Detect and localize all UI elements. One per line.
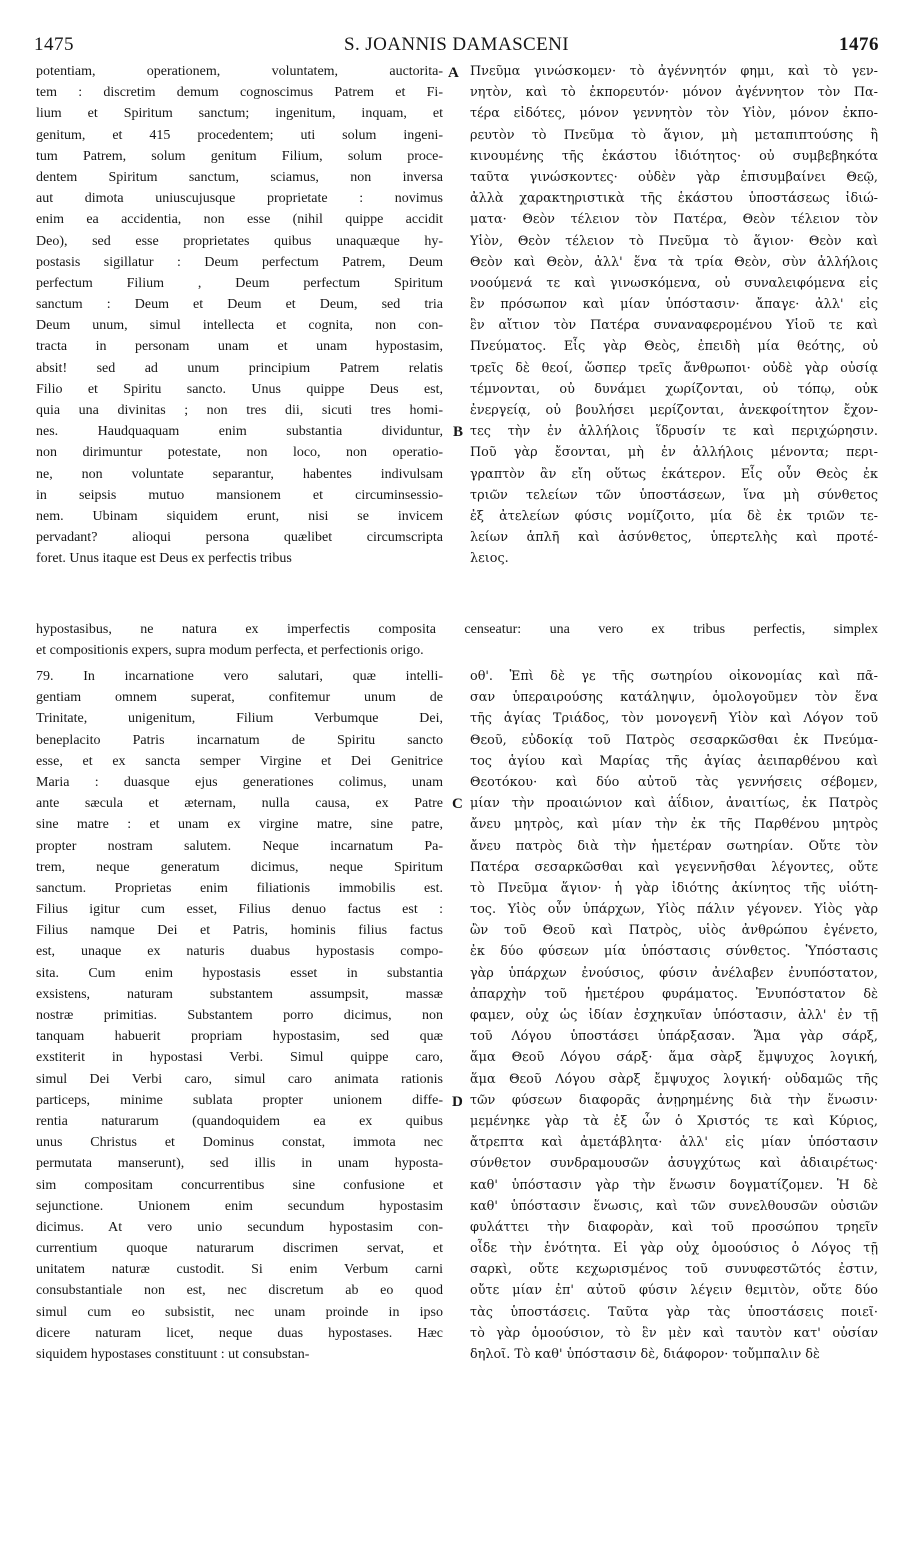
- greek-text-line: ρευτὸν τὸ Πνεῦμα τὸ ἅγιον, μὴ μεταπιπτούσης ἢ: [470, 127, 878, 143]
- latin-text-line: est, unaque ex naturis duabus hypostasis compo-: [36, 944, 443, 960]
- greek-text-line: κινουμένης τῆς ἑκάστου ἰδιότητος· οὐ συμβεβηκότα: [470, 148, 878, 164]
- latin-text-line: nem. Ubinam siquidem erunt, nisi se invicem: [36, 508, 443, 524]
- greek-text-line: γραπτὸν ἂν εἴη οὕτως ἑκάτερον. Εἷς οὖν Θεὸς ἐκ: [470, 466, 878, 482]
- latin-text-line: sine matre : et unam ex virgine matre, sine patre,: [36, 817, 443, 833]
- latin-text-line: perfectum Filium , Deum perfectum Spiritum: [36, 275, 443, 291]
- greek-text-line: τος. Υἱὸς οὖν ὑπάρχων, Υἱὸς πάλιν γέγονεν. Υἱὸς γὰρ: [470, 902, 878, 918]
- greek-text-line: φαμεν, οὐχ ὡς ἰδίαν ἐσχηκυῖαν ὑπόστασιν, ἀλλ' ἐν τῇ: [470, 1008, 878, 1023]
- greek-text-line: ἐνεργείᾳ, οὐ βουλήσει μερίζονται, ἀνεκφοίτητον ἔχον-: [470, 403, 878, 418]
- latin-column-bottom: [36, 666, 443, 1365]
- latin-text-line: potentiam, operationem, voluntatem, auctorita-: [36, 64, 443, 79]
- section-marker-c: C: [452, 796, 463, 812]
- greek-text-line: φυλάττει τὴν διαφορὰν, καὶ τοῦ προσώπου τρηεῖν: [470, 1219, 878, 1235]
- latin-text-line: enim ea accidentia, non esse (nihil quippe accidit: [36, 212, 443, 228]
- latin-text-line: in seipsis mutuo mansionem et circuminsessio-: [36, 487, 443, 503]
- latin-text-line: gentiam omnem superat, confitemur unum de: [36, 690, 443, 706]
- greek-text-line: μίαν τὴν προαιώνιον καὶ ἀΐδιον, ἀναιτίως, ἐκ Πατρὸς: [470, 796, 878, 812]
- latin-text-line: genitum, et 415 procedentem; uti solum ingeni-: [36, 127, 443, 143]
- latin-text-line: tum Patrem, solum genitum Filium, solum proce-: [36, 148, 443, 164]
- greek-text-line: τέμνονται, οὐ δυνάμει χωρίζονται, οὐ τόπῳ, οὐκ: [470, 381, 878, 397]
- greek-text-line: Ποῦ γὰρ ἔσονται, μὴ ἐν ἀλλήλοις μένοντα; περι-: [470, 445, 878, 461]
- greek-text-line: λείων ἁπλῆ καὶ ἀσύνθετος, ὑπερτελὴς καὶ προτέ-: [470, 530, 878, 546]
- latin-text-line: Filio et Spiritu sancto. Unus quippe Deus est,: [36, 381, 443, 397]
- latin-text-line: particeps, minime sublata propter unionem diffe-: [36, 1092, 443, 1108]
- latin-text-line: 79. In incarnatione vero salutari, quæ intelli-: [36, 669, 443, 684]
- latin-text-line: dicimus. At vero unio secundum hypostasim con-: [36, 1219, 443, 1235]
- latin-text-line: trem, neque generatum dicimus, neque Spiritum: [36, 859, 443, 875]
- greek-text-line: Θεοῦ, εὐδοκίᾳ τοῦ Πατρὸς σεσαρκῶσθαι ἐκ Πνεύμα-: [470, 732, 878, 748]
- latin-text-line: ne, non voluntate separantur, habentes indivulsam: [36, 466, 443, 482]
- greek-column-top: [470, 61, 878, 570]
- greek-text-line: ἄνευ πατρὸς διὰ τὴν ἡμετέραν σωτηρίαν. Οὔτε τὸν: [470, 838, 878, 854]
- greek-text-line: λειος.: [470, 551, 509, 567]
- latin-text-line: Filius igitur cum esset, Filius denuo factus est :: [36, 902, 443, 918]
- greek-text-line: τῶν φύσεων διαφορᾶς ἀνῃρημένης διὰ τὴν ἕνωσιν·: [470, 1092, 878, 1108]
- latin-text-line: rentia naturarum (quandoquidem ea ex quibus: [36, 1113, 443, 1129]
- greek-text-line: τὸ Πνεῦμα ἅγιον· ἡ γὰρ ἰδιότης ἀκίνητος τῆς υἱότη-: [470, 880, 878, 896]
- latin-text-line: Deo), sed esse proprietates quibus unaquæque hy-: [36, 233, 443, 249]
- greek-text-line: τρεῖς δὲ θεοί, ὥσπερ τρεῖς ἄνθρωποι· οὐδὲ γὰρ οὐσίᾳ: [470, 360, 878, 376]
- greek-text-line: ἅμα Θεοῦ Λόγου σάρξ· ἅμα σὰρξ ἔμψυχος λογική,: [470, 1050, 878, 1066]
- greek-text-line: ἐκ δύο φύσεων μία ὑπόστασις σύνθετος. Ὑπόστασις: [470, 944, 878, 960]
- greek-text-line: τοῦ Λόγου ὑποστάσει ὑπάρξασαν. Ἅμα γὰρ σάρξ,: [470, 1029, 878, 1045]
- greek-text-line: ἅμα Θεοῦ Λόγου σὰρξ ἔμψυχος λογική· οὐδαμῶς τῆς: [470, 1071, 878, 1087]
- latin-text-line: permutata manserunt), sed illis in unam hyposta-: [36, 1156, 443, 1172]
- left-page-number: 1475: [34, 34, 74, 55]
- greek-text-line: ματα· Θεὸν τέλειον τὸν Πατέρα, Θεὸν τέλειον τὸν: [470, 212, 878, 228]
- latin-column-top: [36, 61, 443, 570]
- greek-text-line: τέρα εἰδότες, μόνον γεννητὸν τὸν Υἱὸν, μόνον ἐκπο-: [470, 106, 878, 122]
- full-width-latin-text: [36, 619, 878, 661]
- latin-text-line: sejunctione. Unionem enim secundum hypostasim: [36, 1198, 443, 1214]
- greek-text-line: σαρκὶ, οὔτε κεχωρισμένος τοῦ συνυφεστῶτός ἐστιν,: [470, 1262, 878, 1278]
- latin-text-line: exstiterit in hypostasi Verbi. Simul quippe caro,: [36, 1050, 443, 1066]
- latin-text-line: tem : discretim demum cognoscimus Patrem et Fi-: [36, 85, 443, 101]
- page-header: [34, 34, 879, 60]
- greek-text-line: οὔτε μίαν ἐπ' αὐτοῦ φύσιν λέγειν θεμιτὸν, οὔτε δύο: [470, 1283, 878, 1299]
- greek-text-line: νοούμενά τε καὶ γινωσκόμενα, οὐ συναλειφόμενα εἰς: [470, 275, 878, 291]
- latin-text-line: ante sæcula et æternam, nulla causa, ex Patre: [36, 796, 443, 812]
- full-width-text-line: et compositionis expers, supra modum perfecta, et perfectionis origo.: [36, 643, 424, 659]
- greek-text-line: ταῦτα γινώσκοντες· οὐδὲν γὰρ ἐπισυμβαίνει Θεῷ,: [470, 169, 878, 185]
- latin-text-line: nostræ primitias. Substantem porro dicimus, non: [36, 1008, 443, 1023]
- greek-text-line: Θεὸν καὶ Θεὸν, ἀλλ' ἕνα τὰ τρία Θεὸν, σὺν ἀλλήλοις: [470, 254, 878, 270]
- section-marker-d: D: [452, 1094, 463, 1110]
- latin-text-line: nes. Haudquaquam enim substantia dividuntur,: [36, 424, 443, 440]
- latin-text-line: lium et Spiritum sanctum; ingenitum, inquam, et: [36, 106, 443, 122]
- greek-text-line: τες τὴν ἐν ἀλλήλοις ἵδρυσίν τε καὶ περιχώρησιν.: [470, 424, 878, 440]
- latin-text-line: sita. Cum enim hypostasis esset in substantia: [36, 965, 443, 981]
- greek-text-line: σύνθετον συνδραμουσῶν ἀσυγχύτως καὶ ἀδιαιρέτως·: [470, 1156, 878, 1172]
- greek-text-line: μεμένηκε γὰρ τὰ ἐξ ὧν ὁ Χριστός τε καὶ Κύριος,: [470, 1113, 878, 1129]
- latin-text-line: propter nostram salutem. Neque incarnatum Pa-: [36, 838, 443, 854]
- greek-text-line: ἀπαρχὴν τοῦ ἡμετέρου φυράματος. Ἐνυπόστατον δὲ: [470, 986, 878, 1002]
- latin-text-line: tracta in personam unam et unam hypostasim,: [36, 339, 443, 355]
- latin-text-line: Filius namque Dei et Patris, hominis filius factus: [36, 923, 443, 939]
- greek-text-line: τὰς ὑποστάσεις. Ταῦτα γὰρ τὰς ὑποστάσεις ποιεῖ·: [470, 1304, 878, 1320]
- latin-text-line: simul Dei Verbi caro, simul caro animata rationis: [36, 1071, 443, 1087]
- greek-text-line: Πατέρα σεσαρκῶσθαι καὶ γεγεννῆσθαι λέγοντες, οὔτε: [470, 859, 878, 875]
- latin-text-line: beneplacito Patris incarnatum de Spiritu sancto: [36, 732, 443, 748]
- latin-text-line: aut dimota uniuscujusque proprietate : novimus: [36, 191, 443, 207]
- greek-text-line: ἐξ ἀτελείων φύσις νομίζοιτο, μία δὲ ἐκ τριῶν τε-: [470, 508, 878, 524]
- latin-text-line: consubstantiale non est, nec discretum ab eo quod: [36, 1283, 443, 1299]
- latin-text-line: unitatem naturæ custodit. Si enim Verbum carni: [36, 1262, 443, 1278]
- greek-text-line: ἄνευ μητρὸς, καὶ μίαν τὴν ἐκ τῆς Παρθένου μητρὸς: [470, 817, 878, 833]
- latin-text-line: Maria : duasque ejus generationes colimus, unam: [36, 774, 443, 790]
- latin-text-line: postasis sigillatur : Deum perfectum Patrem, Deum: [36, 254, 443, 270]
- latin-text-line: Deum unum, simul intellecta et cognita, non con-: [36, 318, 443, 334]
- latin-text-line: siquidem hypostases constituunt : ut consubstan-: [36, 1347, 310, 1362]
- greek-text-line: οἶδε τὴν ἑνότητα. Εἰ γὰρ οὐχ ὁμοούσιος ὁ Λόγος τῇ: [470, 1241, 878, 1257]
- latin-text-line: tanquam habuerit propriam hypostasim, sed quæ: [36, 1029, 443, 1045]
- greek-text-line: Πνεῦμα γινώσκομεν· τὸ ἀγέννητόν φημι, καὶ τὸ γεν-: [470, 64, 878, 79]
- greek-text-line: ἓν αἴτιον τὸν Πατέρα συναναφερομένου Υἱοῦ τε καὶ: [470, 318, 878, 334]
- latin-text-line: dentem Spiritum sanctum, sciamus, non inversa: [36, 169, 443, 185]
- running-title: S. JOANNIS DAMASCENI: [344, 34, 569, 55]
- latin-text-line: dicere naturam licet, neque duas hypostases. Hæc: [36, 1325, 443, 1341]
- greek-text-line: σαν ὑπεραιρούσης κατάληψιν, ὁμολογοῦμεν τὸν ἕνα: [470, 690, 878, 706]
- greek-text-line: τῆς ἁγίας Τριάδος, τὸν μονογενῆ Υἱὸν καὶ Λόγον τοῦ: [470, 711, 878, 727]
- greek-text-line: ἄτρεπτα καὶ ἀμετάβλητα· ἀλλ' εἰς μίαν ὑπόστασιν: [470, 1135, 878, 1151]
- greek-text-line: οθ'. Ἐπὶ δὲ γε τῆς σωτηρίου οἰκονομίας καὶ πᾶ-: [470, 669, 878, 684]
- section-marker-a: A: [448, 65, 459, 81]
- latin-text-line: pervadant? alioqui persona quælibet circumscripta: [36, 530, 443, 546]
- greek-column-bottom: [470, 666, 878, 1365]
- greek-text-line: Πνεύματος. Εἷς γὰρ Θεὸς, ἐπειδὴ μία θεότης, οὐ: [470, 339, 878, 355]
- greek-text-line: Θεοτόκου· καὶ δύο αὐτοῦ τὰς γεννήσεις σέβομεν,: [470, 774, 878, 790]
- greek-text-line: τος ἁγίου καὶ Μαρίας τῆς ἁγίας ἀειπαρθένου καὶ: [470, 753, 878, 769]
- greek-text-line: Υἱὸν, Θεὸν τέλειον τὸ Πνεῦμα τὸ ἅγιον· Θεὸν καὶ: [470, 233, 878, 249]
- latin-text-line: currentium quoque naturarum discrimen servat, et: [36, 1241, 443, 1257]
- greek-text-line: τὸ γὰρ ὁμοούσιον, τὸ ἓν μὲν καὶ ταυτὸν κατ' οὐσίαν: [470, 1325, 878, 1341]
- greek-text-line: νητὸν, καὶ τὸ ἐκπορευτόν· μόνον ἀγέννητον τὸν Πα-: [470, 85, 878, 101]
- greek-text-line: δηλοῖ. Τὸ καθ' ὑπόστασιν δὲ, διάφορον· τοὔμπαλιν δὲ: [470, 1347, 820, 1362]
- greek-text-line: ὢν τοῦ Θεοῦ καὶ Πατρὸς, υἱὸς ἀνθρώπου ἐγένετο,: [470, 923, 878, 939]
- latin-text-line: sim compositam concurrentibus sine confusione et: [36, 1177, 443, 1193]
- right-page-number: 1476: [839, 34, 879, 55]
- greek-text-line: ἀλλὰ χαρακτηριστικὰ τῆς ἑκάστου ὑποστάσεως ἰδιώ-: [470, 191, 878, 207]
- greek-text-line: γὰρ ὑπάρχων ἐνούσιος, φύσιν ἀνέλαβεν ἐνυπόστατον,: [470, 965, 878, 981]
- latin-text-line: absit! sed ad unum principium Patrem relatis: [36, 360, 443, 376]
- greek-text-line: ἓν πρόσωπον καὶ μίαν ὑπόστασιν· ἄπαγε· ἀλλ' εἰς: [470, 297, 878, 313]
- latin-text-line: sanctum. Proprietas enim filiationis immobilis est.: [36, 880, 443, 896]
- greek-text-line: καθ' ὑπόστασιν ἕνωσις, καὶ τῶν συνελθουσῶν οὐσιῶν: [470, 1198, 878, 1214]
- full-width-text-line: hypostasibus, ne natura ex imperfectis composita censeatur: una vero ex tribus perfectis, simplex: [36, 622, 878, 637]
- latin-text-line: Trinitate, unigenitum, Filium Verbumque Dei,: [36, 711, 443, 727]
- latin-text-line: quia una divinitas ; non tres dii, sicuti tres homi-: [36, 403, 443, 418]
- latin-text-line: simul cum eo subsistit, nec unam proinde in ipso: [36, 1304, 443, 1320]
- latin-text-line: non dirimuntur potestate, non loco, non operatio-: [36, 445, 443, 461]
- latin-text-line: foret. Unus itaque est Deus ex perfectis tribus: [36, 551, 292, 567]
- section-marker-b: B: [453, 424, 464, 440]
- latin-text-line: esse, et ex sancta semper Virgine et Dei Genitrice: [36, 753, 443, 769]
- latin-text-line: unus Christus et Dominus constat, immota nec: [36, 1135, 443, 1151]
- latin-text-line: exsistens, naturam substantem assumpsit, massæ: [36, 986, 443, 1002]
- latin-text-line: sanctum : Deum et Deum et Deum, sed tria: [36, 297, 443, 313]
- greek-text-line: τριῶν τελείων τῶν ὑποστάσεων, ἵνα μὴ σύνθετος: [470, 487, 878, 503]
- greek-text-line: καθ' ὑπόστασιν γὰρ τὴν ἕνωσιν δογματίζομεν. Ἡ δὲ: [470, 1177, 878, 1193]
